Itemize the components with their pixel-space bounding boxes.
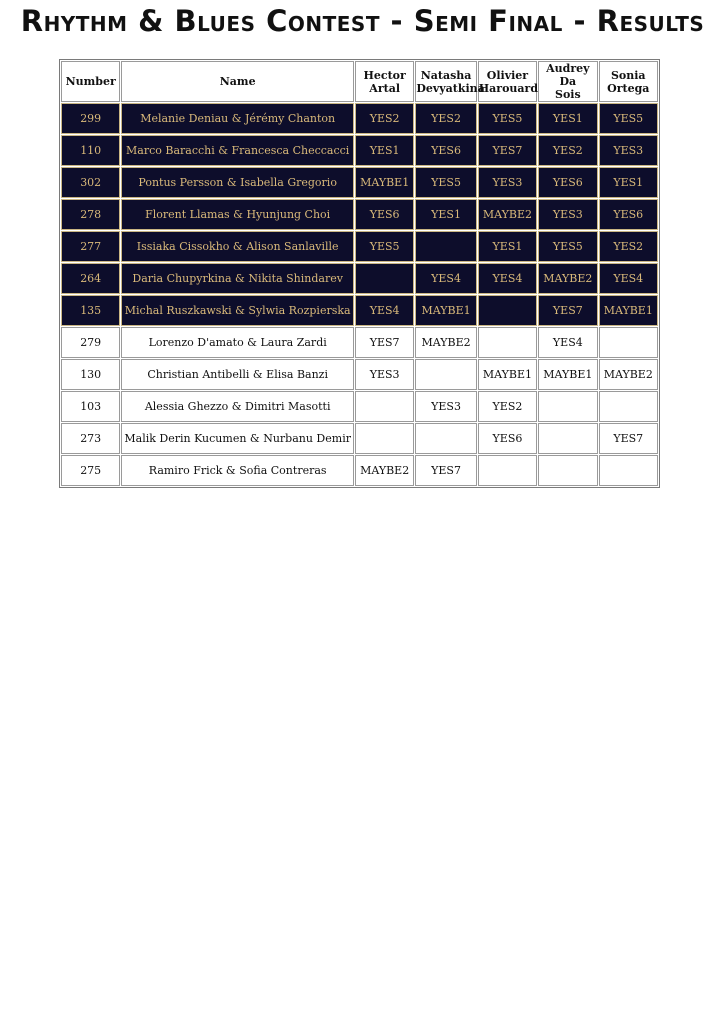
couple-name: Daria Chupyrkina & Nikita Shindarev xyxy=(121,263,354,294)
table-row xyxy=(61,359,658,390)
vote-audrey-da-sois xyxy=(538,423,597,454)
vote-olivier-harouard: MAYBE2 xyxy=(478,199,537,230)
header-judge-first-name: Audrey Da xyxy=(546,62,590,88)
header-judge-audrey-da-sois xyxy=(538,61,597,102)
vote-olivier-harouard xyxy=(478,295,537,326)
header-judge-last-name: Ortega xyxy=(607,81,650,95)
header-name: Name xyxy=(121,61,354,102)
vote-olivier-harouard: MAYBE1 xyxy=(478,359,537,390)
table-row xyxy=(61,103,658,134)
table-row xyxy=(61,455,658,486)
vote-hector-artal: YES3 xyxy=(355,359,414,390)
vote-olivier-harouard: YES3 xyxy=(478,167,537,198)
vote-olivier-harouard: YES6 xyxy=(478,423,537,454)
header-judge-first-name: Hector xyxy=(363,68,406,82)
vote-hector-artal: YES5 xyxy=(355,231,414,262)
vote-sonia-ortega: YES6 xyxy=(599,199,658,230)
couple-number: 302 xyxy=(61,167,120,198)
vote-natasha-devyatkina: YES6 xyxy=(415,135,476,166)
table-row xyxy=(61,231,658,262)
vote-natasha-devyatkina: YES4 xyxy=(415,263,476,294)
header-judge-sonia-ortega xyxy=(599,61,658,102)
table-row xyxy=(61,263,658,294)
couple-name: Michal Ruszkawski & Sylwia Rozpierska xyxy=(121,295,354,326)
table-row xyxy=(61,327,658,358)
vote-hector-artal xyxy=(355,263,414,294)
table-row xyxy=(61,167,658,198)
vote-hector-artal: MAYBE1 xyxy=(355,167,414,198)
vote-sonia-ortega xyxy=(599,391,658,422)
couple-number: 130 xyxy=(61,359,120,390)
vote-sonia-ortega: YES4 xyxy=(599,263,658,294)
vote-natasha-devyatkina xyxy=(415,423,476,454)
vote-audrey-da-sois: MAYBE1 xyxy=(538,359,597,390)
header-number: Number xyxy=(61,61,120,102)
vote-audrey-da-sois xyxy=(538,391,597,422)
vote-natasha-devyatkina: YES7 xyxy=(415,455,476,486)
vote-hector-artal: YES1 xyxy=(355,135,414,166)
table-row xyxy=(61,391,658,422)
vote-hector-artal: MAYBE2 xyxy=(355,455,414,486)
vote-natasha-devyatkina xyxy=(415,231,476,262)
couple-number: 110 xyxy=(61,135,120,166)
couple-number: 273 xyxy=(61,423,120,454)
couple-number: 277 xyxy=(61,231,120,262)
couple-number: 103 xyxy=(61,391,120,422)
vote-sonia-ortega: MAYBE2 xyxy=(599,359,658,390)
vote-hector-artal: YES2 xyxy=(355,103,414,134)
couple-name: Florent Llamas & Hyunjung Choi xyxy=(121,199,354,230)
couple-number: 299 xyxy=(61,103,120,134)
header-judge-olivier-harouard xyxy=(478,61,537,102)
vote-audrey-da-sois xyxy=(538,455,597,486)
couple-name: Pontus Persson & Isabella Gregorio xyxy=(121,167,354,198)
vote-natasha-devyatkina: MAYBE1 xyxy=(415,295,476,326)
couple-name: Issiaka Cissokho & Alison Sanlaville xyxy=(121,231,354,262)
vote-audrey-da-sois: MAYBE2 xyxy=(538,263,597,294)
header-judge-last-name: Sois xyxy=(555,88,581,101)
vote-olivier-harouard: YES5 xyxy=(478,103,537,134)
vote-hector-artal: YES7 xyxy=(355,327,414,358)
vote-audrey-da-sois: YES1 xyxy=(538,103,597,134)
couple-name: Lorenzo D'amato & Laura Zardi xyxy=(121,327,354,358)
table-row xyxy=(61,199,658,230)
vote-hector-artal xyxy=(355,391,414,422)
vote-audrey-da-sois: YES2 xyxy=(538,135,597,166)
vote-sonia-ortega: YES7 xyxy=(599,423,658,454)
couple-name: Melanie Deniau & Jérémy Chanton xyxy=(121,103,354,134)
vote-sonia-ortega: YES1 xyxy=(599,167,658,198)
header-judge-first-name: Natasha xyxy=(420,68,472,82)
vote-natasha-devyatkina: YES2 xyxy=(415,103,476,134)
vote-olivier-harouard: YES4 xyxy=(478,263,537,294)
couple-name: Alessia Ghezzo & Dimitri Masotti xyxy=(121,391,354,422)
vote-hector-artal xyxy=(355,423,414,454)
vote-natasha-devyatkina: MAYBE2 xyxy=(415,327,476,358)
vote-audrey-da-sois: YES3 xyxy=(538,199,597,230)
vote-olivier-harouard: YES2 xyxy=(478,391,537,422)
header-judge-hector-artal xyxy=(355,61,414,102)
vote-audrey-da-sois: YES5 xyxy=(538,231,597,262)
results-table xyxy=(59,59,660,488)
vote-audrey-da-sois: YES7 xyxy=(538,295,597,326)
couple-name: Marco Baracchi & Francesca Checcacci xyxy=(121,135,354,166)
header-judge-first-name: Sonia xyxy=(610,68,646,82)
header-judge-first-name: Olivier xyxy=(486,68,529,82)
vote-olivier-harouard xyxy=(478,327,537,358)
table-row xyxy=(61,423,658,454)
couple-number: 278 xyxy=(61,199,120,230)
vote-natasha-devyatkina xyxy=(415,359,476,390)
table-row xyxy=(61,295,658,326)
vote-olivier-harouard: YES1 xyxy=(478,231,537,262)
couple-name: Malik Derin Kucumen & Nurbanu Demir xyxy=(121,423,354,454)
couple-number: 275 xyxy=(61,455,120,486)
couple-name: Christian Antibelli & Elisa Banzi xyxy=(121,359,354,390)
header-judge-natasha-devyatkina xyxy=(415,61,485,102)
vote-sonia-ortega: YES3 xyxy=(599,135,658,166)
table-header-row xyxy=(61,61,658,102)
vote-sonia-ortega: YES2 xyxy=(599,231,658,262)
vote-sonia-ortega: MAYBE1 xyxy=(599,295,658,326)
header-judge-last-name: Artal xyxy=(369,81,400,95)
vote-hector-artal: YES4 xyxy=(355,295,414,326)
page-title: Rhythm & Blues Contest - Semi Final - Results xyxy=(20,4,705,38)
vote-olivier-harouard: YES7 xyxy=(478,135,537,166)
couple-name: Ramiro Frick & Sofia Contreras xyxy=(121,455,354,486)
vote-sonia-ortega: YES5 xyxy=(599,103,658,134)
vote-natasha-devyatkina: YES1 xyxy=(415,199,476,230)
vote-audrey-da-sois: YES6 xyxy=(538,167,597,198)
couple-number: 264 xyxy=(61,263,120,294)
header-judge-last-name: Devyatkina xyxy=(416,81,485,95)
vote-sonia-ortega xyxy=(599,455,658,486)
header-judge-last-name: Harouard xyxy=(478,81,539,95)
vote-hector-artal: YES6 xyxy=(355,199,414,230)
vote-audrey-da-sois: YES4 xyxy=(538,327,597,358)
couple-number: 279 xyxy=(61,327,120,358)
vote-natasha-devyatkina: YES5 xyxy=(415,167,476,198)
vote-olivier-harouard xyxy=(478,455,537,486)
vote-sonia-ortega xyxy=(599,327,658,358)
vote-natasha-devyatkina: YES3 xyxy=(415,391,476,422)
table-row xyxy=(61,135,658,166)
couple-number: 135 xyxy=(61,295,120,326)
